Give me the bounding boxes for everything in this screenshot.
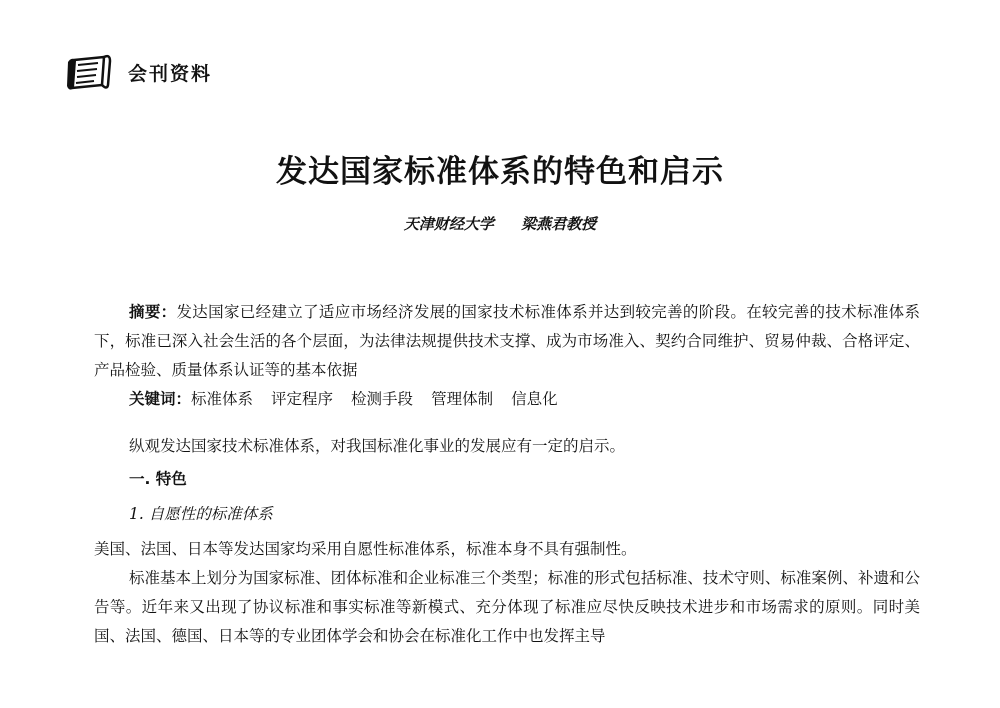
book-scroll-icon <box>64 52 114 92</box>
keyword: 标准体系 <box>191 390 254 408</box>
keyword: 管理体制 <box>431 390 494 408</box>
abstract-text: 发达国家已经建立了适应市场经济发展的国家技术标准体系并达到较完善的阶段。在较完善的技术标准体系下，标准已深入社会生活的各个层面，为法律法规提供技术支撑、成为市场准入、契约合同维护、贸易仲裁、合格评定、产品检验、质量体系认证等的基本依据 <box>94 303 920 379</box>
journal-header <box>64 52 212 92</box>
author-line <box>0 213 1000 234</box>
section-heading: 一. 特色 <box>129 470 187 488</box>
affiliation: 天津财经大学 <box>403 215 494 233</box>
article-title: 发达国家标准体系的特色和启示 <box>276 154 724 190</box>
keywords <box>94 385 920 414</box>
author-name: 梁燕君教授 <box>521 215 597 233</box>
subsection-heading: 1. 自愿性的标准体系 <box>129 505 273 523</box>
paragraph-1: 美国、法国、日本等发达国家均采用自愿性标准体系，标准本身不具有强制性。 <box>94 540 637 558</box>
keyword: 信息化 <box>511 390 558 408</box>
abstract-label: 摘要： <box>129 303 177 321</box>
section-name: 会刊资料 <box>128 62 213 85</box>
keyword: 评定程序 <box>271 390 334 408</box>
keyword: 检测手段 <box>351 390 414 408</box>
abstract <box>94 298 920 385</box>
article-body <box>94 298 920 651</box>
paragraph-2: 标准基本上划分为国家标准、团体标准和企业标准三个类型；标准的形式包括标准、技术守则、标准案例、补遗和公告等。近年来又出现了协议标准和事实标准等新模式、充分体现了标准应尽快反映技术进步和市场需求的原则。同时美国、法国、德国、日本等的专业团体学会和协会在标准化工作中也发挥主导 <box>94 569 920 645</box>
intro-paragraph: 纵观发达国家技术标准体系，对我国标准化事业的发展应有一定的启示。 <box>129 437 626 455</box>
keywords-label: 关键词： <box>129 390 192 408</box>
